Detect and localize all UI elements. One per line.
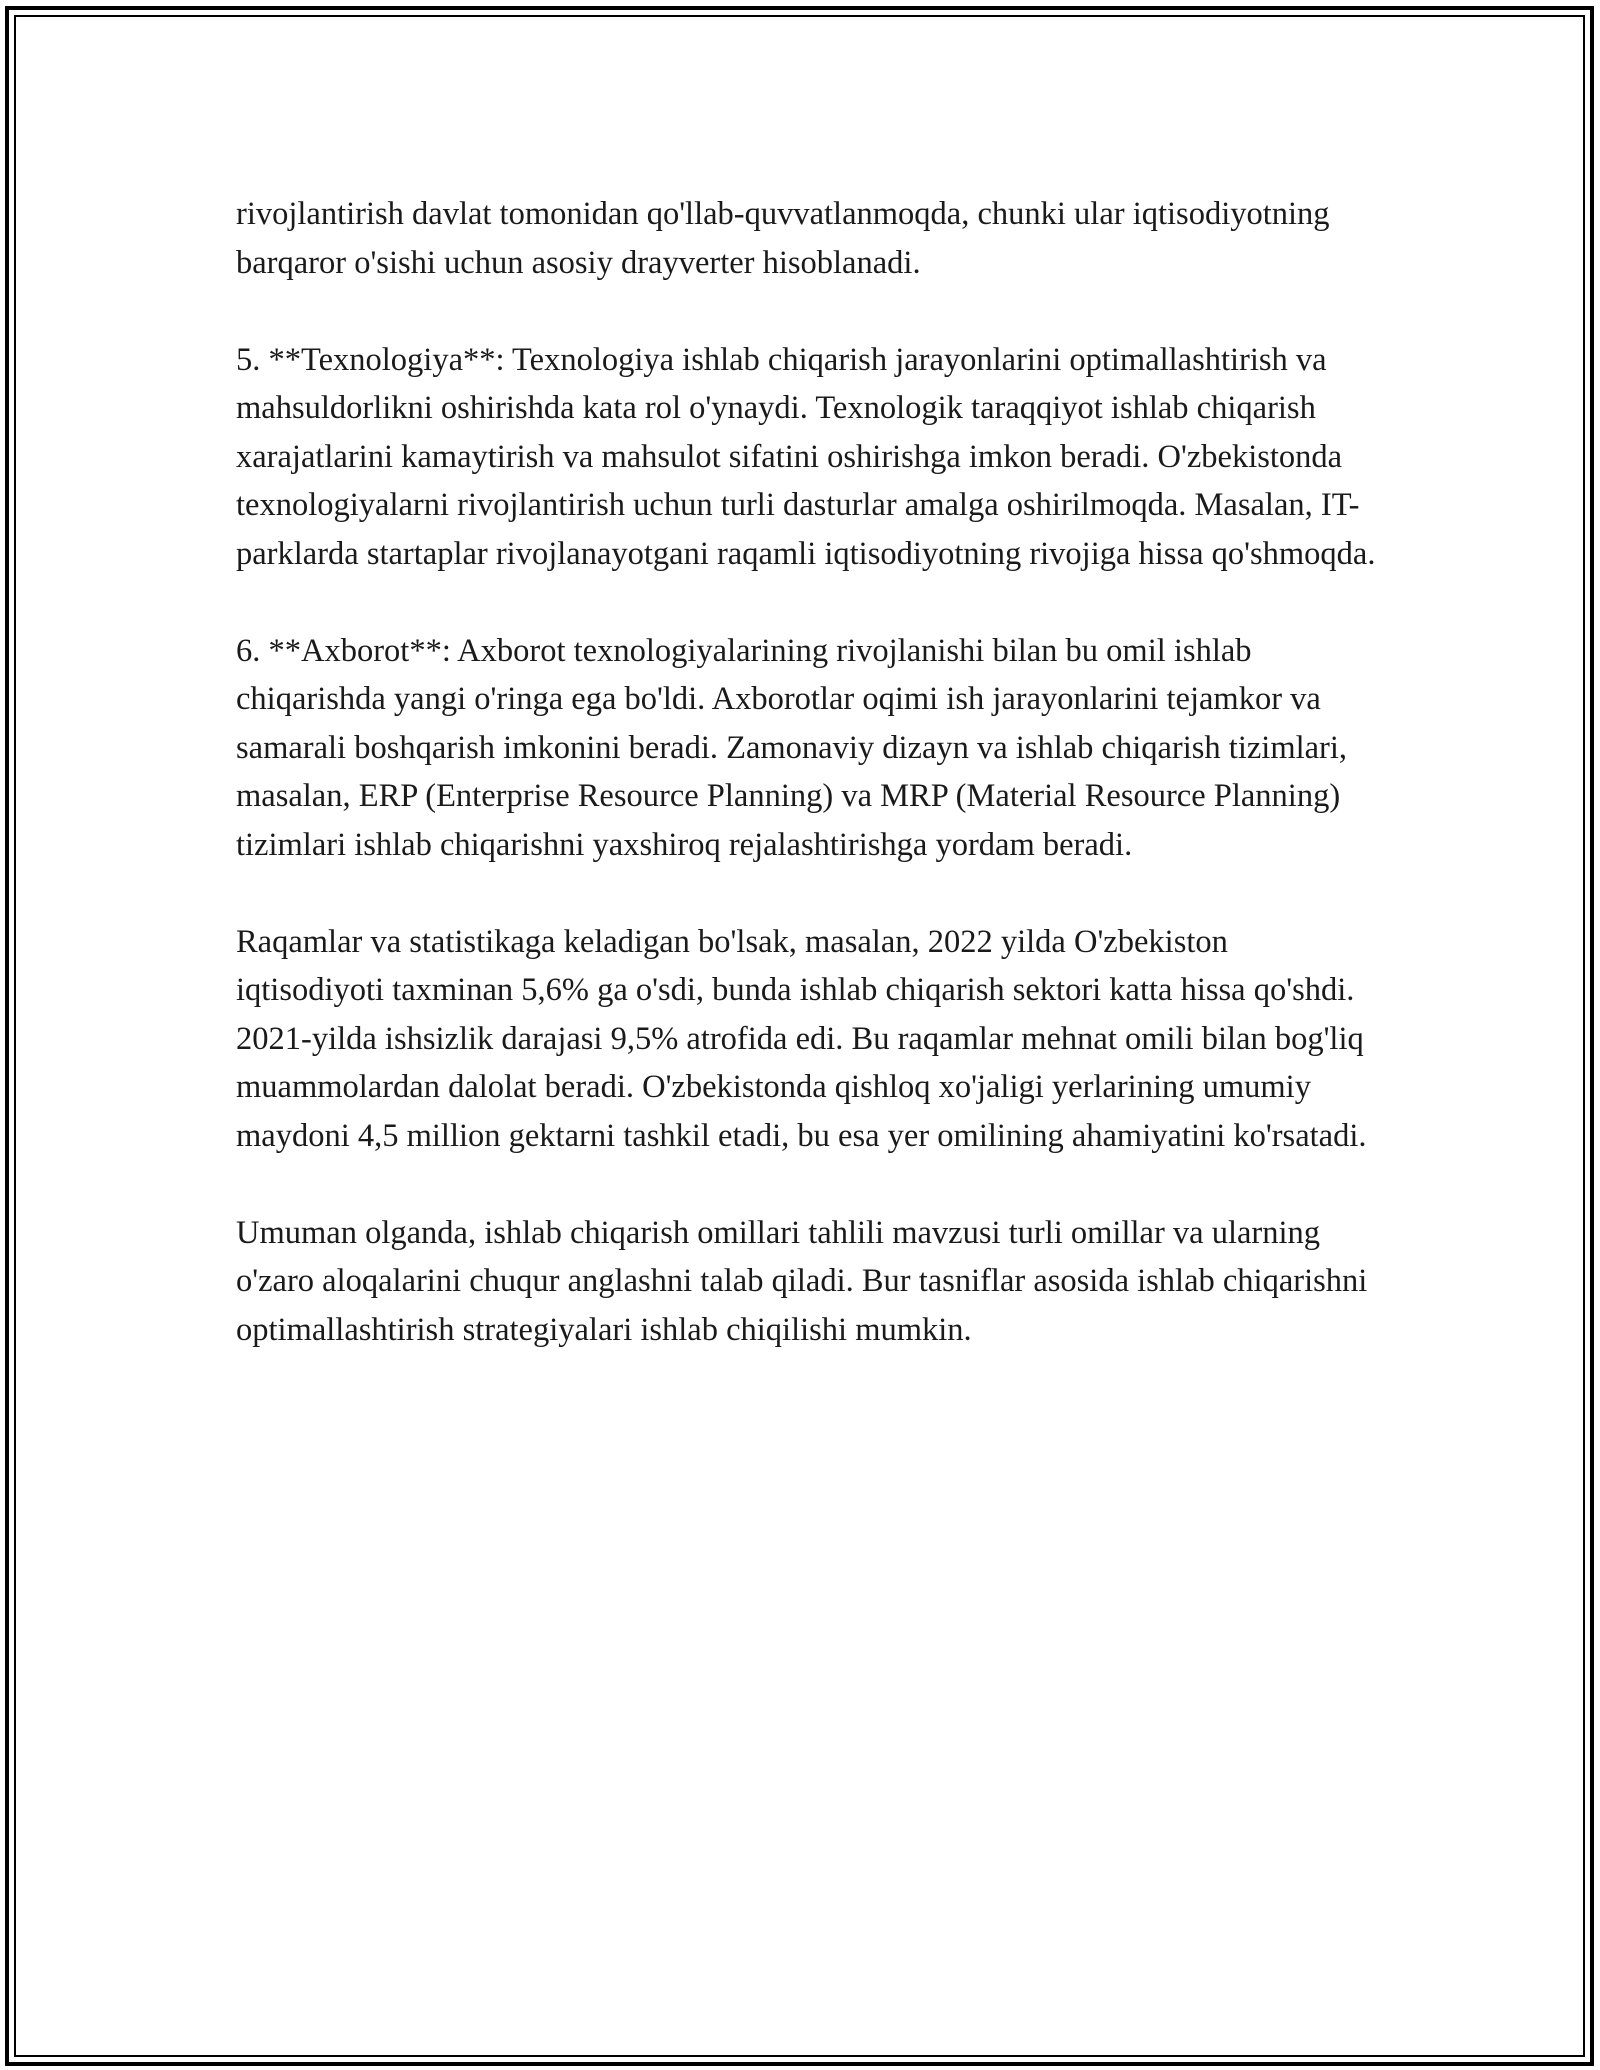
paragraph-statistics: Raqamlar va statistikaga keladigan bo'lsak, masalan, 2022 yilda O'zbekiston iqtisodiyoti taxminan 5,6% ga o'sdi, bunda ishlab chiqarish sektori katta hissa qo'shdi. 2021-yilda ishsizlik darajasi 9,5% atrofida edi. Bu raqamlar mehnat omili bilan bog'liq muammolardan dalolat beradi. O'zbekistonda qishloq xo'jaligi yerlarining umumiy maydoni 4,5 million gektarni tashkil etadi, bu esa yer omilining ahamiyatini ko'rsatadi.: [236, 923, 1367, 1154]
paragraph-conclusion: Umuman olganda, ishlab chiqarish omillari tahlili mavzusi turli omillar va ularning o'zaro aloqalarini chuqur anglashni talab qiladi. Bur tasniflar asosida ishlab chiqarishni optimallashtirish strategiyalari ishlab chiqilishi mumkin.: [236, 1214, 1368, 1348]
paragraph-axborot: 6. **Axborot**: Axborot texnologiyalarining rivojlanishi bilan bu omil ishlab chiqarishda yangi o'ringa ega bo'ldi. Axborotlar oqimi ish jarayonlarini tejamkor va samarali boshqarish imkonini beradi. Zamonaviy dizayn va ishlab chiqarish tizimlari, masalan, ERP (Enterprise Resource Planning) va MRP (Material Resource Planning) tizimlari ishlab chiqarishni yaxshiroq rejalashtirishga yordam beradi.: [236, 632, 1348, 863]
paragraph-texnologiya: 5. **Texnologiya**: Texnologiya ishlab chiqarish jarayonlarini optimallashtirish va mahsuldorlikni oshirishda kata rol o'ynaydi. Texnologik taraqqiyot ishlab chiqarish xarajatlarini kamaytirish va mahsulot sifatini oshirishga imkon beradi. O'zbekistonda texnologiyalarni rivojlantirish uchun turli dasturlar amalga oshirilmoqda. Masalan, IT-parklarda startaplar rivojlanayotgani raqamli iqtisodiyotning rivojiga hissa qo'shmoqda.: [236, 341, 1376, 572]
paragraph-continuation: rivojlantirish davlat tomonidan qo'llab-quvvatlanmoqda, chunki ular iqtisodiyotning barqaror o'sishi uchun asosiy drayverter hisoblanadi.: [236, 196, 1330, 281]
document-body: [236, 190, 1376, 1354]
